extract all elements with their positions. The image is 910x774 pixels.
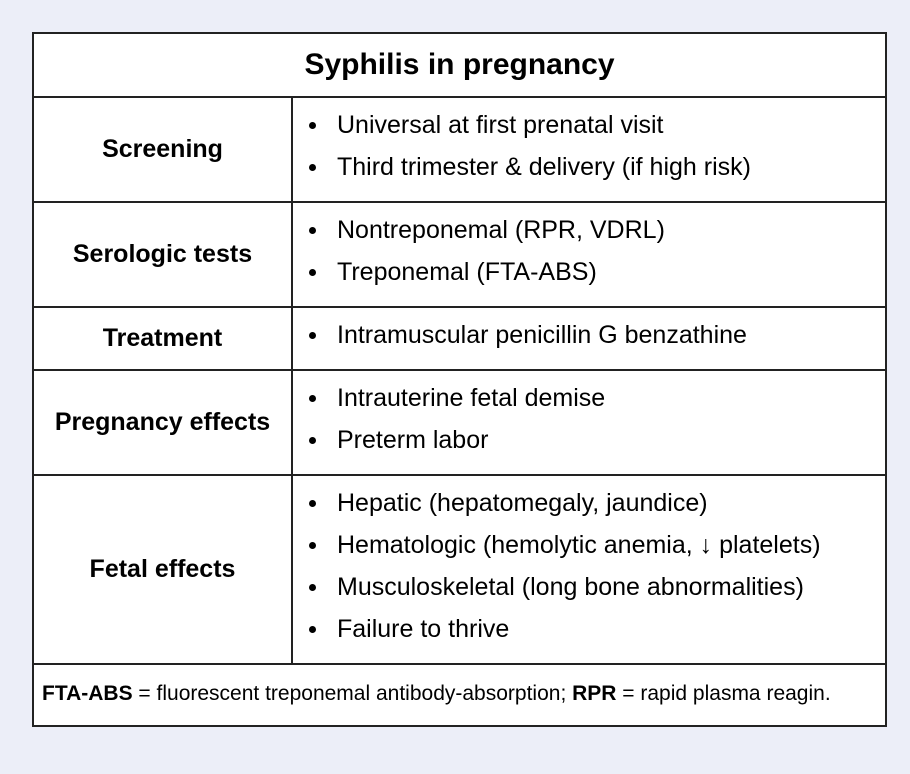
list-item: Nontreponemal (RPR, VDRL) xyxy=(303,209,885,251)
row-label: Pregnancy effects xyxy=(34,371,293,474)
list-item: Universal at first prenatal visit xyxy=(303,104,885,146)
list-item: Failure to thrive xyxy=(303,608,885,650)
row-content xyxy=(293,476,885,663)
table-title: Syphilis in pregnancy xyxy=(34,34,885,98)
table-footnote xyxy=(34,665,885,725)
table-row-pregnancy-effects xyxy=(34,371,885,476)
table-row-treatment xyxy=(34,308,885,371)
footnote-abbreviation: FTA-ABS xyxy=(42,682,133,705)
syphilis-table xyxy=(32,32,887,727)
footnote-definition: = rapid plasma reagin. xyxy=(616,682,831,705)
row-label: Treatment xyxy=(34,308,293,369)
row-label: Fetal effects xyxy=(34,476,293,663)
table-row-fetal-effects xyxy=(34,476,885,665)
list-item: Hematologic (hemolytic anemia, ↓ platelets) xyxy=(303,524,885,566)
list-item: Musculoskeletal (long bone abnormalities) xyxy=(303,566,885,608)
list-item: Treponemal (FTA-ABS) xyxy=(303,251,885,293)
footnote-abbreviation: RPR xyxy=(572,682,617,705)
footnote-definition: = fluorescent treponemal antibody-absorption; xyxy=(132,682,573,705)
list-item: Hepatic (hepatomegaly, jaundice) xyxy=(303,482,885,524)
list-item: Preterm labor xyxy=(303,419,885,461)
row-content xyxy=(293,98,885,201)
list-item: Intrauterine fetal demise xyxy=(303,377,885,419)
row-content xyxy=(293,308,885,369)
row-content xyxy=(293,203,885,306)
list-item: Intramuscular penicillin G benzathine xyxy=(303,314,885,356)
row-label: Serologic tests xyxy=(34,203,293,306)
list-item: Third trimester & delivery (if high risk) xyxy=(303,146,885,188)
table-row-screening xyxy=(34,98,885,203)
row-content xyxy=(293,371,885,474)
table-row-serologic-tests xyxy=(34,203,885,308)
row-label: Screening xyxy=(34,98,293,201)
